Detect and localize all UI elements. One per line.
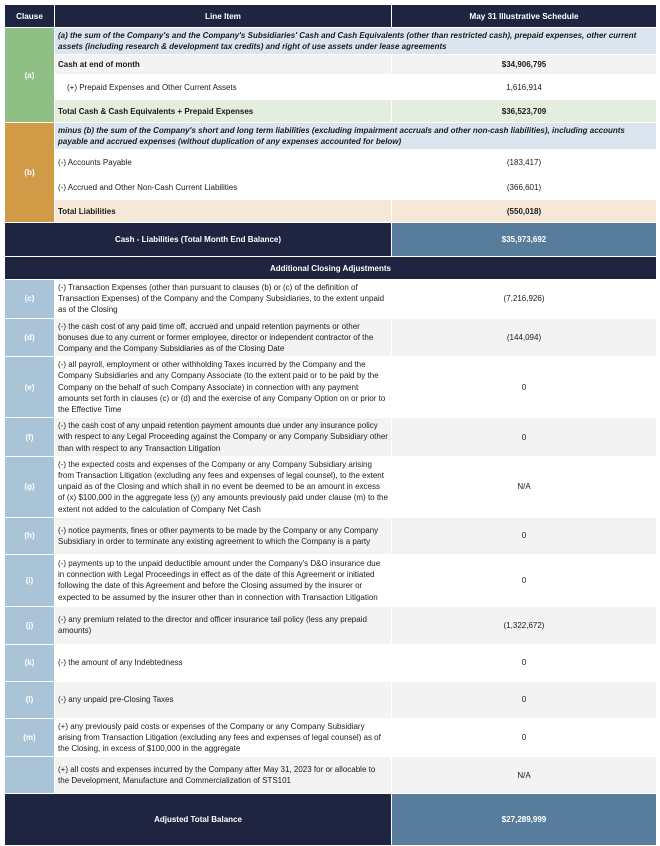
adjustment-row: [5, 456, 657, 517]
adjustment-row: [5, 644, 657, 681]
adjustment-value: 0: [392, 681, 657, 718]
header-line-item: Line Item: [55, 5, 392, 28]
adjustment-clause: (g): [5, 456, 55, 517]
adjustments-header: Additional Closing Adjustments: [5, 257, 657, 280]
adjustments-header-row: [5, 257, 657, 280]
adjustments-body: [5, 280, 657, 794]
total-liabilities-value: (550,018): [392, 200, 657, 223]
month-end-balance-label: Cash - Liabilities (Total Month End Balance): [5, 223, 392, 257]
adjustment-row: [5, 718, 657, 757]
total-cash-value: $36,523,709: [392, 100, 657, 123]
adjustment-row: [5, 357, 657, 418]
table-row: [5, 150, 657, 175]
header-schedule: May 31 Illustrative Schedule: [392, 5, 657, 28]
adjustment-value: 0: [392, 418, 657, 457]
adjustment-clause: (h): [5, 517, 55, 554]
clause-b-cell: (b): [5, 123, 55, 223]
adjustment-value: 0: [392, 718, 657, 757]
adjustment-value: N/A: [392, 456, 657, 517]
adjustment-clause: [5, 757, 55, 794]
accrued-liabilities-label: (-) Accrued and Other Non-Cash Current Liabilities: [55, 175, 392, 200]
schedule-table: [4, 4, 657, 846]
adjustment-row: [5, 606, 657, 644]
adjustment-text: (+) all costs and expenses incurred by the Company after May 31, 2023 for or allocable to the Development, Manufacture and Commercialization of STS101: [55, 757, 392, 794]
adjustment-text: (-) the cash cost of any unpaid retention payment amounts due under any insurance policy with respect to any Legal Proceeding against the Company or any Company Subsidiary other than with respect to any Transaction Litigation: [55, 418, 392, 457]
adjustment-text: (-) the amount of any Indebtedness: [55, 644, 392, 681]
month-end-balance-value: $35,973,692: [392, 223, 657, 257]
table-row: [5, 175, 657, 200]
adjustment-clause: (j): [5, 606, 55, 644]
total-liabilities-row: [5, 200, 657, 223]
total-cash-row: [5, 100, 657, 123]
cash-end-of-month-value: $34,906,795: [392, 55, 657, 75]
section-a-intro-row: [5, 28, 657, 55]
adjustment-text: (-) the cash cost of any paid time off, accrued and unpaid retention payments or other bonuses due to any current or former employee, director or independent contractor of the Company and the Company Subsidiaries as of the Closing Date: [55, 318, 392, 357]
adjustment-text: (-) the expected costs and expenses of the Company or any Company Subsidiary arising from Transaction Litigation (excluding any fees and expenses of legal counsel), to the extent unpaid as of the Closing and which shall in no event be deemed to be an amount in excess of (x) $100,000 in the aggregate less (y) any amounts previously paid under clause (m) to the extent not added to the calculation of Company Net Cash: [55, 456, 392, 517]
accounts-payable-label: (-) Accounts Payable: [55, 150, 392, 175]
prepaid-expenses-value: 1,616,914: [392, 75, 657, 100]
adjustment-row: [5, 554, 657, 606]
adjustment-clause: (k): [5, 644, 55, 681]
adjustment-text: (-) all payroll, employment or other withholding Taxes incurred by the Company and the Company Subsidiaries and any Company Associate (to the extent paid or to be paid by the Company on the behalf of such Company Associate) in connection with any payment amounts set forth in clauses (c) or (d) and the exercise of any Company Option on or prior to the Effective Time: [55, 357, 392, 418]
adjustment-text: (+) any previously paid costs or expenses of the Company or any Company Subsidiary arising from Transaction Litigation (excluding any fees and expenses of legal counsel) as of the Closing, in excess of $100,000 in the aggregate: [55, 718, 392, 757]
adjustment-clause: (l): [5, 681, 55, 718]
adjustment-row: [5, 681, 657, 718]
adjustment-value: (1,322,672): [392, 606, 657, 644]
header-clause: Clause: [5, 5, 55, 28]
adjustment-text: (-) notice payments, fines or other payments to be made by the Company or any Company Subsidiary in order to terminate any existing agreement to which the Company is a party: [55, 517, 392, 554]
adjustment-row: [5, 280, 657, 319]
adjustment-clause: (d): [5, 318, 55, 357]
adjustment-clause: (i): [5, 554, 55, 606]
header-row: [5, 5, 657, 28]
adjustment-row: [5, 318, 657, 357]
final-balance-value: $27,289,999: [392, 794, 657, 846]
adjustment-row: [5, 757, 657, 794]
section-b-intro-row: [5, 123, 657, 150]
adjustment-value: 0: [392, 644, 657, 681]
adjustment-value: 0: [392, 554, 657, 606]
cash-end-of-month-label: Cash at end of month: [55, 55, 392, 75]
adjustment-clause: (m): [5, 718, 55, 757]
adjustment-value: 0: [392, 357, 657, 418]
adjustment-text: (-) Transaction Expenses (other than pursuant to clauses (b) or (c) of the definition of Transaction Expenses) of the Company and the Company Subsidiaries, to the extent unpaid as of the Closing: [55, 280, 392, 319]
adjustment-text: (-) any unpaid pre-Closing Taxes: [55, 681, 392, 718]
adjustment-text: (-) any premium related to the director and officer insurance tail policy (less any prepaid amounts): [55, 606, 392, 644]
accrued-liabilities-value: (366,601): [392, 175, 657, 200]
total-liabilities-label: Total Liabilities: [55, 200, 392, 223]
adjustment-row: [5, 418, 657, 457]
adjustment-text: (-) payments up to the unpaid deductible amount under the Company's D&O insurance due in connection with Legal Proceedings in effect as of the date of this Agreement or initiated following the date of this Agreement and before the Closing assumed by the insurer or expected to be assumed by the insurer other than in connection with Transaction Litigation: [55, 554, 392, 606]
adjustment-row: [5, 517, 657, 554]
adjustment-clause: (f): [5, 418, 55, 457]
prepaid-expenses-label: (+) Prepaid Expenses and Other Current Assets: [55, 75, 392, 100]
adjustment-value: (144,094): [392, 318, 657, 357]
total-cash-label: Total Cash & Cash Equivalents + Prepaid Expenses: [55, 100, 392, 123]
section-a-intro: (a) the sum of the Company's and the Company's Subsidiaries' Cash and Cash Equivalents (other than restricted cash), prepaid expenses, other current assets (including research & development tax credits) and right of use assets under lease agreements: [55, 28, 657, 55]
adjustment-value: N/A: [392, 757, 657, 794]
final-balance-label: Adjusted Total Balance: [5, 794, 392, 846]
clause-a-cell: (a): [5, 28, 55, 123]
month-end-balance-row: [5, 223, 657, 257]
adjustment-value: 0: [392, 517, 657, 554]
adjustment-value: (7,216,926): [392, 280, 657, 319]
final-balance-row: [5, 794, 657, 846]
adjustment-clause: (c): [5, 280, 55, 319]
table-row: [5, 75, 657, 100]
table-row: [5, 55, 657, 75]
adjustment-clause: (e): [5, 357, 55, 418]
section-b-intro: minus (b) the sum of the Company's short and long term liabilities (excluding impairment accruals and other non-cash liabilities), including accounts payable and accrued expenses (without duplication of any expenses accounted for below): [55, 123, 657, 150]
accounts-payable-value: (183,417): [392, 150, 657, 175]
